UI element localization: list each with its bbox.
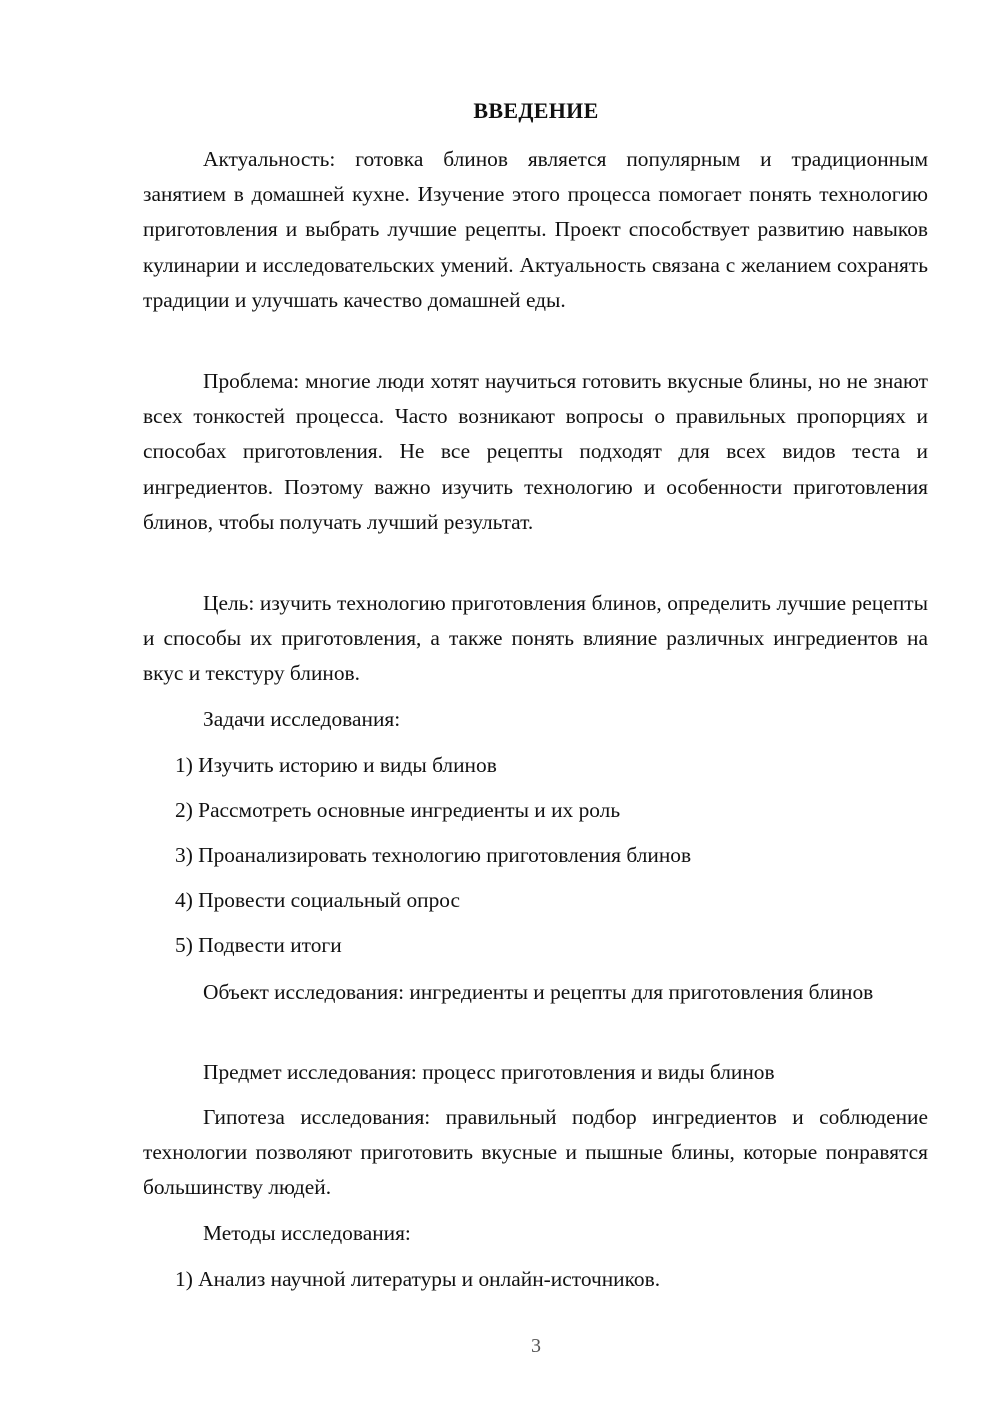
relevance-paragraph: Актуальность: готовка блинов является популярным и традиционным занятием в домашней кухне. Изучение этого процесса помогает понять технологию приготовления и выбрать лучшие рецепты. Проект способствует развитию навыков кулинарии и исследовательских умений. Актуальность связана с желанием сохранять традиции и улучшать качество домашней еды.	[143, 147, 928, 312]
task-item-2: 2) Рассмотреть основные ингредиенты и их роль	[175, 798, 621, 822]
task-item-5: 5) Подвести итоги	[175, 933, 342, 957]
goal-paragraph: Цель: изучить технологию приготовления блинов, определить лучшие рецепты и способы их приготовления, а также понять влияние различных ингредиентов на вкус и текстуру блинов.	[143, 591, 928, 686]
methods-heading: Методы исследования:	[203, 1221, 411, 1245]
section-title: ВВЕДЕНИЕ	[473, 98, 599, 123]
hypothesis-paragraph: Гипотеза исследования: правильный подбор ингредиентов и соблюдение технологии позволяют приготовить вкусные и пышные блины, которые понравятся большинству людей.	[143, 1105, 928, 1200]
problem-paragraph: Проблема: многие люди хотят научиться готовить вкусные блины, но не знают всех тонкостей процесса. Часто возникают вопросы о правильных пропорциях и способах приготовления. Не все рецепты подходят для всех видов теста и ингредиентов. Поэтому важно изучить технологию и особенности приготовления блинов, чтобы получать лучший результат.	[143, 369, 928, 534]
object-paragraph: Объект исследования: ингредиенты и рецепты для приготовления блинов	[203, 980, 874, 1004]
subject-paragraph: Предмет исследования: процесс приготовления и виды блинов	[203, 1060, 775, 1084]
method-item-1: 1) Анализ научной литературы и онлайн-источников.	[175, 1267, 661, 1291]
tasks-heading: Задачи исследования:	[203, 707, 401, 731]
task-item-1: 1) Изучить историю и виды блинов	[175, 753, 497, 777]
task-item-4: 4) Провести социальный опрос	[175, 888, 461, 912]
page-number: 3	[531, 1335, 541, 1357]
task-item-3: 3) Проанализировать технологию приготовления блинов	[175, 843, 692, 867]
